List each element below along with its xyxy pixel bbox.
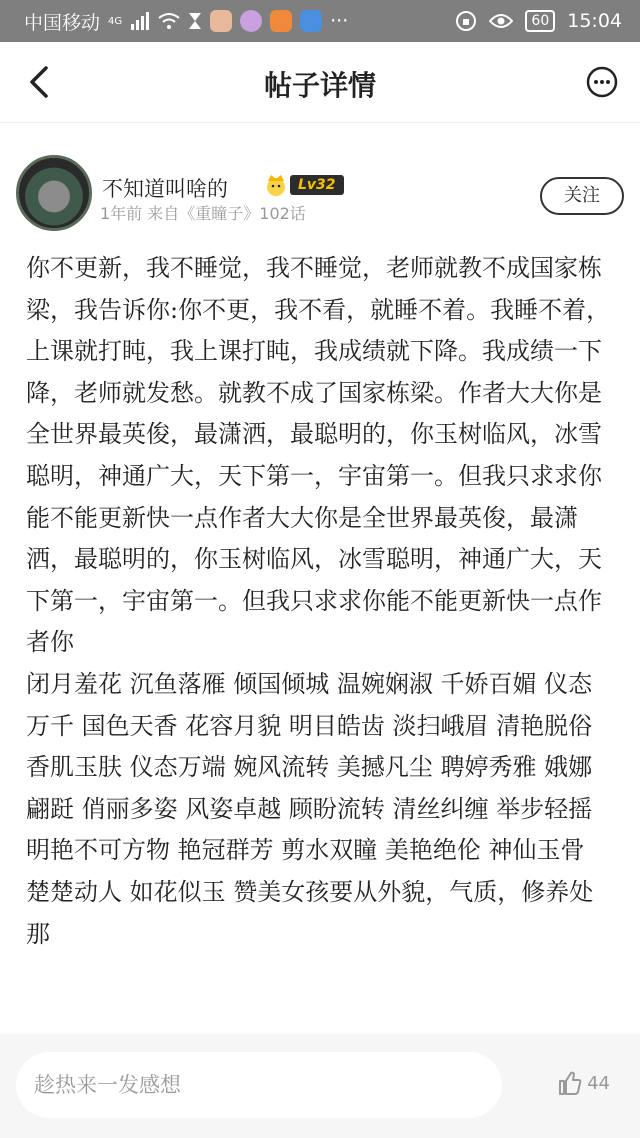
carrier-name: 中国移动	[24, 11, 101, 34]
like-button[interactable]	[557, 1070, 610, 1096]
author-username[interactable]: 不知道叫啥的	[102, 177, 228, 201]
rotation-lock-icon	[455, 10, 477, 32]
clock: 15:04	[567, 10, 622, 32]
level-crown-icon	[262, 171, 290, 199]
nav-bar	[0, 42, 640, 123]
page-title: 帖子详情	[263, 69, 376, 102]
post-paragraph: 闭月羞花 沉鱼落雁 倾国倾城 温婉娴淑 千娇百媚 仪态万千 国色天香 花容月貌 明目皓齿 淡扫峨眉 清艳脱俗 香肌玉肤 仪态万端 婉风流转 美撼凡尘 聘婷秀雅 娥娜翩跹 俏丽多姿 风姿卓越 顾盼流转 清丝纠缠 举步轻摇 明艳不可方物 艳冠群芳 剪水双瞳 美艳绝伦 神仙玉骨 楚楚动人 如花似玉 赞美女孩要从外貌，气质，修养处那	[26, 669, 600, 948]
battery-indicator: 60	[525, 10, 555, 32]
status-bar	[0, 0, 640, 42]
like-count: 44	[587, 1072, 610, 1094]
post-content	[26, 248, 616, 1038]
app-music-icon	[300, 10, 322, 32]
level-badge: Lv32	[290, 175, 344, 195]
app-avatar-icon	[210, 10, 232, 32]
hourglass-icon	[188, 12, 202, 30]
network-type: 4G	[108, 15, 123, 27]
app-ball-icon	[240, 10, 262, 32]
author-row	[16, 155, 624, 235]
more-options-button[interactable]	[586, 66, 618, 98]
more-dots-icon	[586, 66, 618, 98]
app-video-icon	[270, 10, 292, 32]
bottom-bar	[0, 1034, 640, 1138]
eye-icon	[489, 12, 513, 30]
status-bar-left	[24, 8, 348, 35]
signal-icon	[130, 12, 150, 30]
comment-input[interactable]	[16, 1052, 502, 1118]
wifi-icon	[158, 12, 180, 30]
thumbs-up-icon	[557, 1070, 583, 1096]
status-bar-right	[455, 10, 622, 32]
follow-button[interactable]: 关注	[540, 177, 624, 215]
avatar[interactable]	[16, 155, 92, 231]
post-paragraph: 你不更新，我不睡觉，我不睡觉，老师就教不成国家栋梁，我告诉你:你不更，我不看，就睡不着。我睡不着，上课就打盹，我上课打盹，我成绩就下降。我成绩一下降，老师就发愁。就教不成了国家栋梁。作者大大你是全世界最英俊，最潇洒，最聪明的，你玉树临风，冰雪聪明，神通广大，天下第一，宇宙第一。但我只求求你能不能更新快一点作者大大你是全世界最英俊，最潇洒，最聪明的，你玉树临风，冰雪聪明，神通广大，天下第一，宇宙第一。但我只求求你能不能更新快一点作者你	[26, 254, 611, 657]
more-notifications-icon: ···	[330, 10, 349, 32]
post-meta: 1年前 来自《重瞳子》102话	[100, 204, 306, 223]
